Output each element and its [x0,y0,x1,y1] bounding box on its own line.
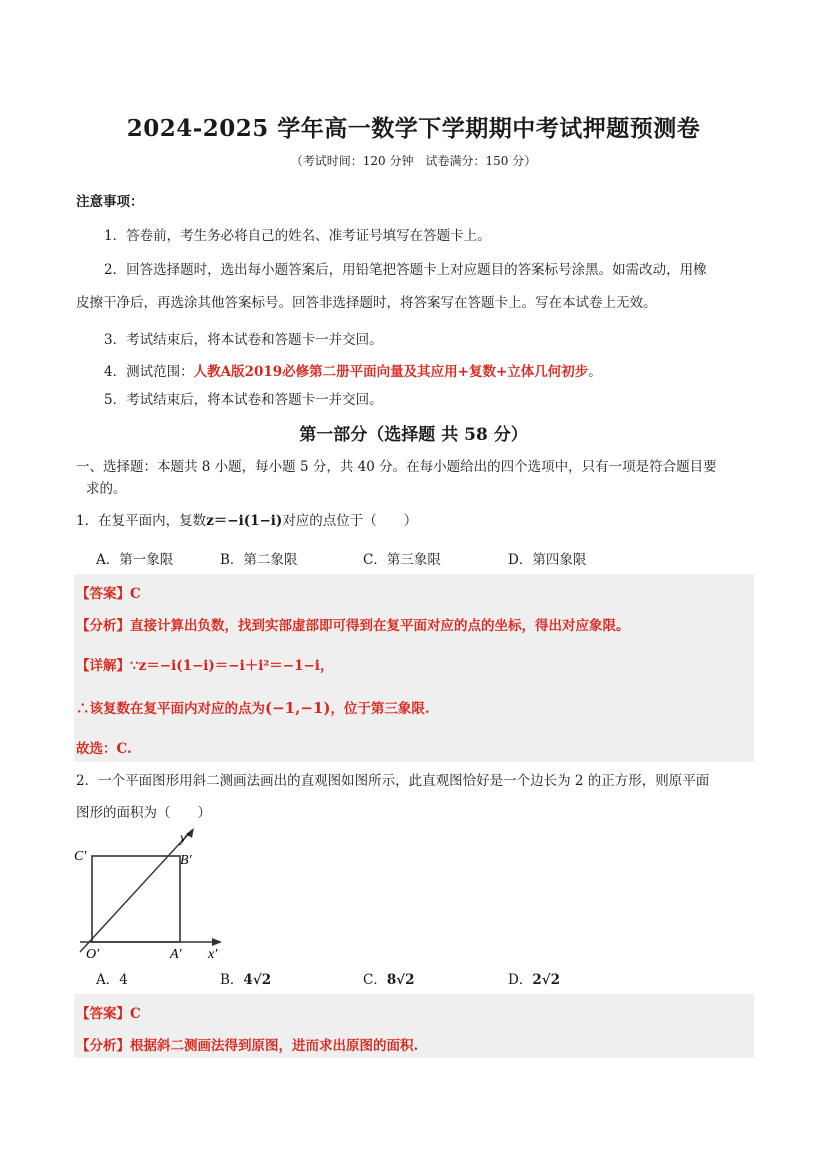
notice-item-3: 3．考试结束后，将本试卷和答题卡一并交回。 [104,332,383,348]
question-1-option-a: A．第一象限 [96,552,174,568]
part-instructions-line-2: 求的。 [86,481,127,497]
question-1-option-c: C．第三象限 [363,552,441,568]
question-2-stem-line-2: 图形的面积为（ ） [76,805,211,821]
question-1-answer: 【答案】C [76,586,141,602]
y-axis-line [80,830,192,952]
notice-item-2-line-2: 皮擦干净后，再选涂其他答案标号。回答非选择题时，将答案写在答题卡上。写在本试卷上无效。 [76,295,657,311]
oblique-projection-figure [72,826,232,962]
exam-info: （考试时间：120 分钟 试卷满分：150 分） [290,154,537,168]
x-axis-arrow [212,938,222,946]
page-title: 2024-2025 学年高一数学下学期期中考试押题预测卷 [126,115,701,142]
question-1-stem-prefix: 1．在复平面内，复数 [76,513,207,529]
label-a: A′ [170,947,182,962]
label-y: y′ [180,831,190,846]
label-o: O′ [86,947,100,962]
question-1-conclusion: ∴该复数在复平面内对应的点为(−1,−1)，位于第三象限. [76,699,430,717]
question-1-option-d: D．第四象限 [508,552,587,568]
question-1-detail: 【详解】∵z＝−i(1−i)＝−i＋i²＝−1−i， [76,658,334,674]
notice-heading: 注意事项： [76,194,144,210]
label-b: B′ [180,853,192,868]
notice-item-4 [104,360,602,380]
question-2-option-d: D．2√2 [508,972,560,988]
label-c: C′ [74,849,87,864]
question-1-detail-formula: ∵z＝−i(1−i)＝−i＋i²＝−1−i [130,658,320,674]
question-1-final: 故选：C. [76,741,132,757]
question-1-formula: z＝−i(1−i) [206,513,283,529]
notice-item-1: 1．答卷前，考生务必将自己的姓名、准考证号填写在答题卡上。 [104,228,491,244]
test-scope: 人教A版2019必修第二册平面向量及其应用+复数+立体几何初步 [193,364,589,380]
question-1-analysis: 【分析】直接计算出负数，找到实部虚部即可得到在复平面对应的点的坐标，得出对应象限。 [76,618,630,634]
notice-item-5: 5．考试结束后，将本试卷和答题卡一并交回。 [104,392,383,408]
question-2-option-c: C．8√2 [363,972,415,988]
section-title: 第一部分（选择题 共 58 分） [299,425,528,445]
question-2-stem-line-1: 2．一个平面图形用斜二测画法画出的直观图如图所示，此直观图恰好是一个边长为 2 的正方形，则原平面 [76,773,710,789]
question-2-option-a: A．4 [96,972,128,988]
question-2-option-b: B．4√2 [220,972,272,988]
question-2-answer: 【答案】C [76,1006,141,1022]
question-2-analysis: 【分析】根据斜二测画法得到原图，进而求出原图的面积. [76,1038,419,1054]
notice-item-4-suffix: 。 [588,364,602,380]
label-x: x′ [208,947,218,962]
notice-item-2-line-1: 2．回答选择题时，选出每小题答案后，用铅笔把答题卡上对应题目的答案标号涂黑。如需改动，用橡 [104,262,707,278]
question-1-point: (−1,−1) [265,699,331,717]
part-instructions-line-1: 一、选择题：本题共 8 小题，每小题 5 分，共 40 分。在每小题给出的四个选项中，只有一项是符合题目要 [76,459,717,475]
notice-item-4-prefix: 4．测试范围： [104,364,194,380]
question-1-option-b: B．第二象限 [220,552,298,568]
question-1-stem-suffix: 对应的点位于（ ） [282,513,418,529]
square-outline [92,856,180,942]
question-1-stem [76,509,417,529]
